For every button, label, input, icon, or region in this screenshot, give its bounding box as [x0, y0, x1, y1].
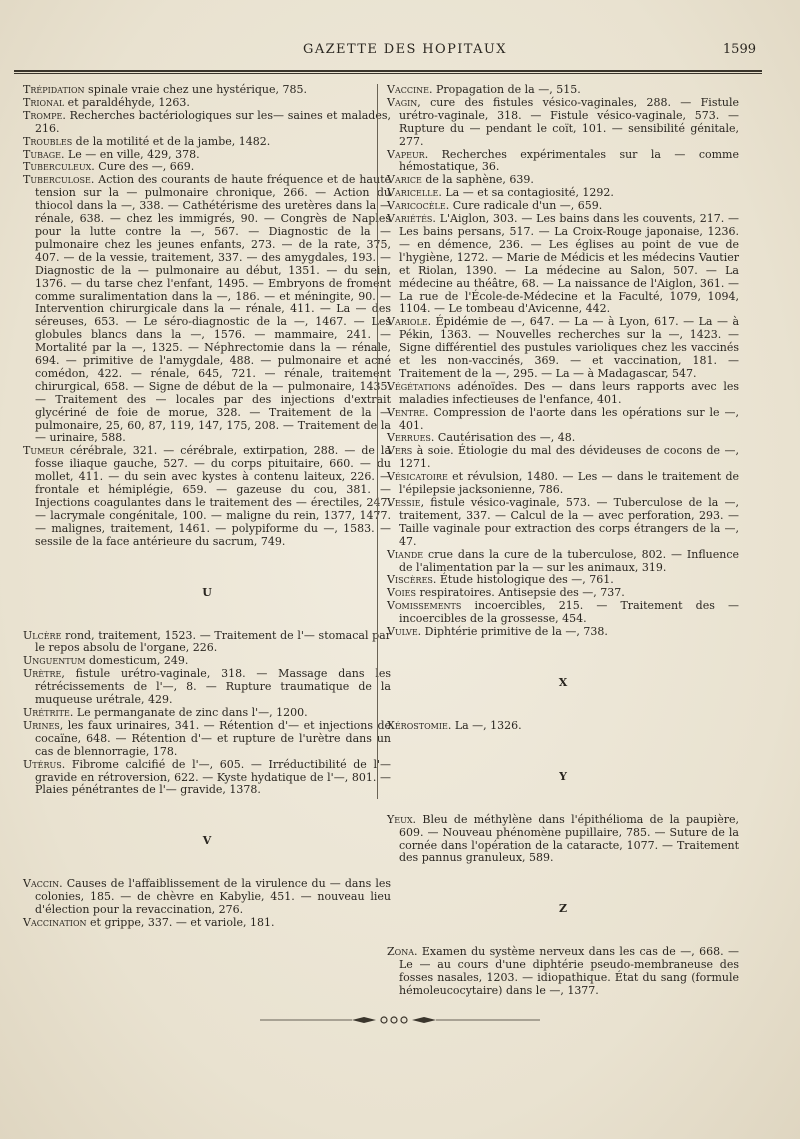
- index-references: . La —, 1326.: [447, 718, 522, 732]
- index-references: rond, traitement, 1523. — Traitement de l'— stomacal par le repos absolu de l'organe, 226.: [35, 628, 391, 655]
- index-term: Vaccination: [23, 915, 87, 929]
- index-entry: [387, 497, 739, 549]
- index-term: Yeux: [387, 812, 413, 826]
- index-term: Ventre: [387, 405, 425, 419]
- index-entry: [387, 381, 739, 407]
- index-entry: [387, 149, 739, 175]
- journal-title: GAZETTE DES HOPITAUX: [303, 42, 507, 57]
- index-term: Tumeur: [23, 444, 64, 458]
- index-entry: [387, 407, 739, 433]
- index-term: Trépidation: [23, 83, 85, 96]
- index-term: Variétés: [387, 212, 433, 226]
- index-references: de la motilité et de la jambe, 1482.: [72, 134, 271, 148]
- index-references: . Propagation de la —, 515.: [428, 83, 581, 96]
- index-entry: [23, 174, 391, 445]
- index-references: . Causes de l'affaiblissement de la virulence du — dans les colonies, 185. — de chèvre en Kabylie, 451. — nouveau lieu d'élection pour la revaccination, 276.: [35, 877, 391, 917]
- index-references: , fistule vésico-vaginale, 573. — Tuberculose de la —, traitement, 337. — Calcul de la — avec perforation, 293. — Taille vaginale pour extraction des corps étrangers de la —, 47.: [399, 496, 739, 548]
- index-term: Vaccin: [23, 877, 60, 891]
- header-rule-thin: [14, 73, 762, 74]
- index-references: . Le permanganate de zinc dans l'—, 1200.: [69, 705, 308, 719]
- index-references: et révulsion, 1480. — Les — dans le traitement de l'épilepsie jacksonienne, 786.: [399, 470, 739, 497]
- index-references: domesticum, 249.: [85, 654, 189, 668]
- index-term: Zona: [387, 945, 414, 959]
- index-references: . Recherches bactériologiques sur les— saines et malades, 216.: [35, 108, 391, 135]
- index-references: respiratoires. Antisepsie des —, 737.: [415, 586, 625, 600]
- index-entry: [23, 110, 391, 136]
- index-references: incoercibles, 215. — Traitement des — incoercibles de la grossesse, 454.: [399, 599, 739, 626]
- index-references: à soie. Étiologie du mal des dévideuses de cocons de —, 1271.: [399, 444, 739, 471]
- index-references: . Épidémie de —, 647. — La — à Lyon, 617. — La — à Pékin, 1363. — Nouvelles recherches sur la —, 1423. — Signe différentiel des pustules varioliques chez les vaccinés et les non-vaccinés, 369. — et vaccination, 181. — Traitement de la —, 295. — La — à Madagascar, 547.: [399, 315, 739, 380]
- index-term: Tubage: [23, 147, 61, 161]
- index-entry: [23, 917, 391, 930]
- index-term: Viande: [387, 547, 424, 561]
- index-references: spinale vraie chez une hystérique, 785.: [84, 83, 307, 96]
- header-rule: [14, 70, 762, 72]
- index-term: Voies: [387, 586, 416, 600]
- index-entry: [23, 445, 391, 548]
- index-column-right: [387, 84, 739, 998]
- index-term: Variole: [387, 315, 428, 329]
- index-entry: [387, 626, 739, 639]
- index-term: Varicelle: [387, 186, 439, 200]
- index-entry: [23, 720, 391, 759]
- index-term: Vapeur: [387, 147, 425, 161]
- section-letter: U: [202, 585, 212, 599]
- index-term: Tuberculose: [23, 173, 91, 187]
- index-entry: [387, 316, 739, 381]
- index-term: Urètre: [23, 667, 62, 681]
- index-term: Vers: [387, 444, 413, 458]
- index-entry: [387, 471, 739, 497]
- index-term: Urines: [23, 718, 60, 732]
- index-term: Unguentum: [23, 654, 86, 668]
- footer-ornament: [260, 1015, 540, 1025]
- index-term: Urétrite: [23, 705, 70, 719]
- index-entry: [23, 668, 391, 707]
- index-references: adénoïdes. Des — dans leurs rapports avec les maladies infectieuses de l'enfance, 401.: [399, 379, 739, 406]
- index-references: et paraldéhyde, 1263.: [64, 95, 190, 109]
- index-entry: [23, 630, 391, 656]
- index-term: Trional: [23, 95, 65, 109]
- index-references: de la saphène, 639.: [421, 173, 534, 187]
- index-entry: [23, 878, 391, 917]
- index-term: Végétations: [387, 379, 451, 393]
- index-references: , les faux urinaires, 341. — Rétention d'— et injections de cocaïne, 648. — Rétention d'— et rupture de l'urètre dans un cas de blennorragie, 178.: [35, 718, 391, 758]
- index-term: Tuberculeux: [23, 160, 92, 174]
- page-header: [20, 40, 790, 60]
- section-letter: V: [202, 834, 212, 848]
- index-references: . La — et sa contagiosité, 1292.: [438, 186, 614, 200]
- index-entry: [23, 759, 391, 798]
- index-term: Trompe: [23, 108, 63, 122]
- index-references: . Diphtérie primitive de la —, 738.: [417, 625, 608, 639]
- index-references: . Examen du système nerveux dans les cas de —, 668. — Le — au cours d'une diphtérie pseudo-membraneuse des fosses nasales, 1203. — idiopathique. État du sang (formule hémoleucocytaire) dans le —, 1377.: [399, 945, 739, 997]
- index-references: , cure des fistules vésico-vaginales, 288. — Fistule urétro-vaginale, 318. — Fistule vésico-vaginale, 573. — Rupture du — pendant le coït, 101. — sensibilité génitale, 277.: [399, 95, 739, 148]
- index-references: et grippe, 337. — et variole, 181.: [86, 915, 275, 929]
- index-references: , fistule urétro-vaginale, 318. — Massage dans les rétrécissements de l'—, 8. — Rupture traumatique de la muqueuse urétrale, 429.: [35, 667, 391, 707]
- index-references: . Cure des —, 669.: [91, 160, 195, 174]
- index-references: cérébrale, 321. — cérébrale, extirpation, 288. — de la fosse iliaque gauche, 527. — du corps pituitaire, 660. — du mollet, 411. — du sein avec kystes à contenu laiteux, 226. — frontale et hémiplégie, 659. — gazeuse du cou, 381. — Injections coagulantes dans le traitement des — érectiles, 247. — lacrymale congénitale, 100. — maligne du rein, 1377, 1477. — malignes, traitement, 1461. — polypiforme du —, 1583. — sessile de la face antérieure du sacrum, 749.: [35, 444, 391, 548]
- index-term: Vulve: [387, 625, 418, 639]
- index-references: . Action des courants de haute fréquence et de haute tension sur la — pulmonaire chronique, 266. — Action du thiocol dans la —, 338. — Cathétérisme des uretères dans la — rénale, 638. — chez les immigrés, 90. — Congrès de Naples pour la lutte contre la —, 567. — Diagnostic de la — pulmonaire chez les jeunes enfants, 273. — de la rate, 375, 407. — de la vessie, traitement, 337. — des amygdales, 193. — Diagnostic de la — pulmonaire au début, 1351. — du sein, 1376. — du tarse chez l'enfant, 1495. — Embryons de froment comme suralimentation dans la —, 186. — et méningite, 90. — Intervention chirurgicale dans la — rénale, 411. — La — des séreuses, 653. — Le séro-diagnostic de la —, 1467. — Les globules blancs dans la —, 1576. — mammaire, 241. — Mortalité par la —, 1325. — Néphrectomie dans la — rénale, 694. — primitive de l'amygdale, 488. — pulmonaire et acné comédon, 422. — rénale, 645, 721. — rénale, traitement chirurgical, 658. — Signe de début de la — pulmonaire, 1435. — Traitement des — locales par des injections d'extrait glycériné de foie de morue, 328. — Traitement de la — pulmonaire, 25, 60, 87, 119, 147, 175, 208. — Traitement de la — urinaire, 588.: [35, 173, 391, 445]
- index-references: . L'Aiglon, 303. — Les bains dans les couvents, 217. — Les bains persans, 517. — La Croix-Rouge japonaise, 1236. — en démence, 236. — Les églises au point de vue de l'hygiène, 1272. — Marie de Médicis et les médecins Vautier et Riolan, 1390. — La médecine au Salon, 507. — La médecine au théâtre, 68. — La naissance de l'Aiglon, 361. — La rue de l'École-de-Médecine et la Faculté, 1079, 1094, 1104. — Le tombeau d'Avicenne, 442.: [399, 212, 739, 316]
- column-divider: [377, 84, 378, 799]
- index-references: . Recherches expérimentales sur la — comme hémostatique, 36.: [399, 147, 739, 174]
- section-letter: Y: [559, 769, 567, 783]
- index-term: Viscères: [387, 573, 433, 587]
- index-references: . Étude histologique des —, 761.: [432, 573, 614, 587]
- index-term: Verrues: [387, 431, 431, 445]
- index-term: Varicocèle: [387, 199, 446, 213]
- index-entry: [387, 549, 739, 575]
- index-term: Utérus: [23, 757, 62, 771]
- section-letter: X: [558, 675, 568, 689]
- index-references: . Cure radicale d'un —, 659.: [445, 199, 603, 213]
- index-term: Vaccine: [387, 83, 429, 96]
- index-references: . Compression de l'aorte dans les opérations sur le —, 401.: [399, 405, 739, 432]
- index-term: Vésicatoire: [387, 470, 448, 484]
- index-entry: [387, 814, 739, 866]
- index-references: . Cautérisation des —, 48.: [430, 431, 576, 445]
- index-term: Vagin: [387, 95, 418, 109]
- index-term: Vessie: [387, 496, 421, 509]
- index-entry: [387, 720, 739, 733]
- page-number: 1599: [722, 42, 756, 57]
- index-entry: [387, 213, 739, 316]
- index-references: . Le — en ville, 429, 378.: [60, 147, 200, 161]
- index-entry: [387, 97, 739, 149]
- index-entry: [387, 946, 739, 998]
- index-term: Vomissements: [387, 599, 462, 613]
- index-entry: [387, 445, 739, 471]
- index-column-left: [23, 84, 391, 930]
- index-entry: [387, 600, 739, 626]
- index-term: Xérostomie: [387, 718, 448, 732]
- index-term: Ulcère: [23, 628, 62, 642]
- section-letter: Z: [558, 902, 568, 916]
- index-term: Varice: [387, 173, 422, 187]
- index-references: . Fibrome calcifié de l'—, 605. — Irréductibilité de l'— gravide en rétroversion, 622. — Kyste hydatique de l'—, 801. — Plaies pénétrantes de l'— gravide, 1378.: [35, 757, 391, 797]
- index-term: Troubles: [23, 134, 73, 148]
- index-references: crue dans la cure de la tuberculose, 802. — Influence de l'alimentation par la — sur les animaux, 319.: [399, 547, 739, 574]
- index-references: . Bleu de méthylène dans l'épithélioma de la paupière, 609. — Nouveau phénomène pupillaire, 785. — Suture de la cornée dans l'opération de la cataracte, 1077. — Traitement des pannus granuleux, 589.: [399, 812, 739, 865]
